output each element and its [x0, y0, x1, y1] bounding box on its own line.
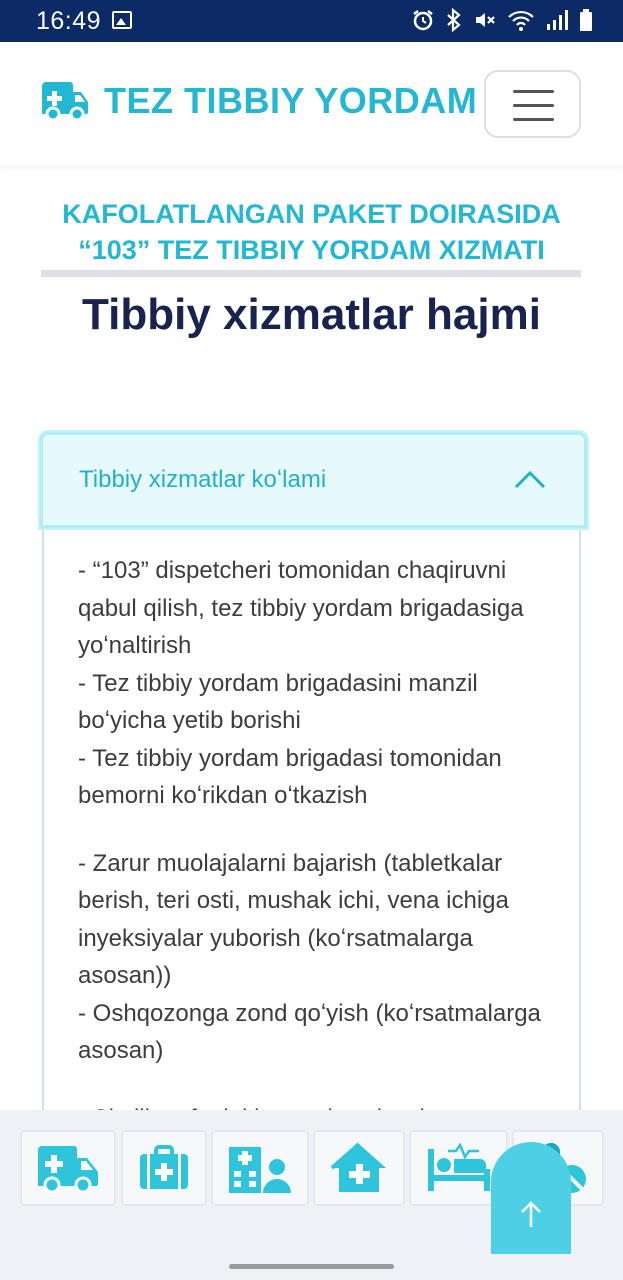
- arrow-up-icon: [520, 1200, 542, 1228]
- accordion-paragraph: - “103” dispetcheri tomonidan chaqiruvni qabul qilish, tez tibbiy yordam brigadasiga yoʻnaltirish - Tez tibbiy yordam brigadasini manzil boʻyicha yetib borishi - Tez tibbiy yordam brigadasi tomonidan bemorni koʻrikdan oʻtkazish: [78, 557, 524, 809]
- hamburger-icon-line: [513, 118, 554, 121]
- accordion-header[interactable]: [40, 432, 587, 528]
- home-indicator[interactable]: [229, 1264, 394, 1269]
- status-time: 16:49: [36, 7, 102, 35]
- nav-first-aid-button[interactable]: [121, 1130, 207, 1206]
- home-medical-icon: [330, 1142, 388, 1194]
- nav-ambulance-button[interactable]: [20, 1130, 116, 1206]
- brand-title[interactable]: TEZ TIBBIY YORDAM: [104, 80, 478, 121]
- accordion-content: [78, 552, 548, 1137]
- chevron-up-icon[interactable]: [514, 469, 546, 489]
- bluetooth-icon: [445, 8, 463, 32]
- ambulance-icon[interactable]: [40, 80, 90, 122]
- services-accordion: [42, 432, 581, 1152]
- menu-button[interactable]: [484, 70, 581, 138]
- hospital-doctor-icon: [227, 1141, 293, 1195]
- first-aid-kit-icon: [138, 1144, 190, 1192]
- status-icons: [411, 8, 593, 32]
- site-header: [0, 42, 623, 166]
- divider: [41, 270, 581, 277]
- scroll-top-button[interactable]: [491, 1142, 571, 1254]
- accordion-label: Tibbiy xizmatlar koʻlami: [79, 466, 327, 493]
- section-subtitle: [0, 196, 623, 268]
- hamburger-icon-line: [513, 104, 554, 107]
- wifi-icon: [507, 8, 535, 32]
- subtitle-line-1: KAFOLATLANGAN PAKET DOIRASIDA: [62, 199, 561, 229]
- signal-icon: [545, 8, 569, 32]
- hospital-bed-icon: [426, 1143, 492, 1193]
- battery-icon: [579, 8, 593, 32]
- page-title: Tibbiy xizmatlar hajmi: [82, 290, 541, 339]
- hamburger-icon: [513, 90, 554, 93]
- accordion-paragraph: - Zarur muolajalarni bajarish (tabletkalar berish, teri osti, mushak ichi, vena ichiga inyeksiyalar yuborish (koʻrsatmalarga asosan)) - Oshqozonga zond qoʻyish (koʻrsatmalarga asosan): [78, 849, 541, 1064]
- status-bar: [0, 0, 623, 42]
- nav-home-care-button[interactable]: [313, 1130, 405, 1206]
- nav-hospital-button[interactable]: [211, 1130, 309, 1206]
- ambulance-icon: [36, 1142, 100, 1194]
- alarm-icon: [411, 8, 435, 32]
- subtitle-line-2: “103” TEZ TIBBIY YORDAM XIZMATI: [78, 235, 545, 265]
- image-icon: [112, 11, 132, 29]
- mute-icon: [473, 8, 497, 32]
